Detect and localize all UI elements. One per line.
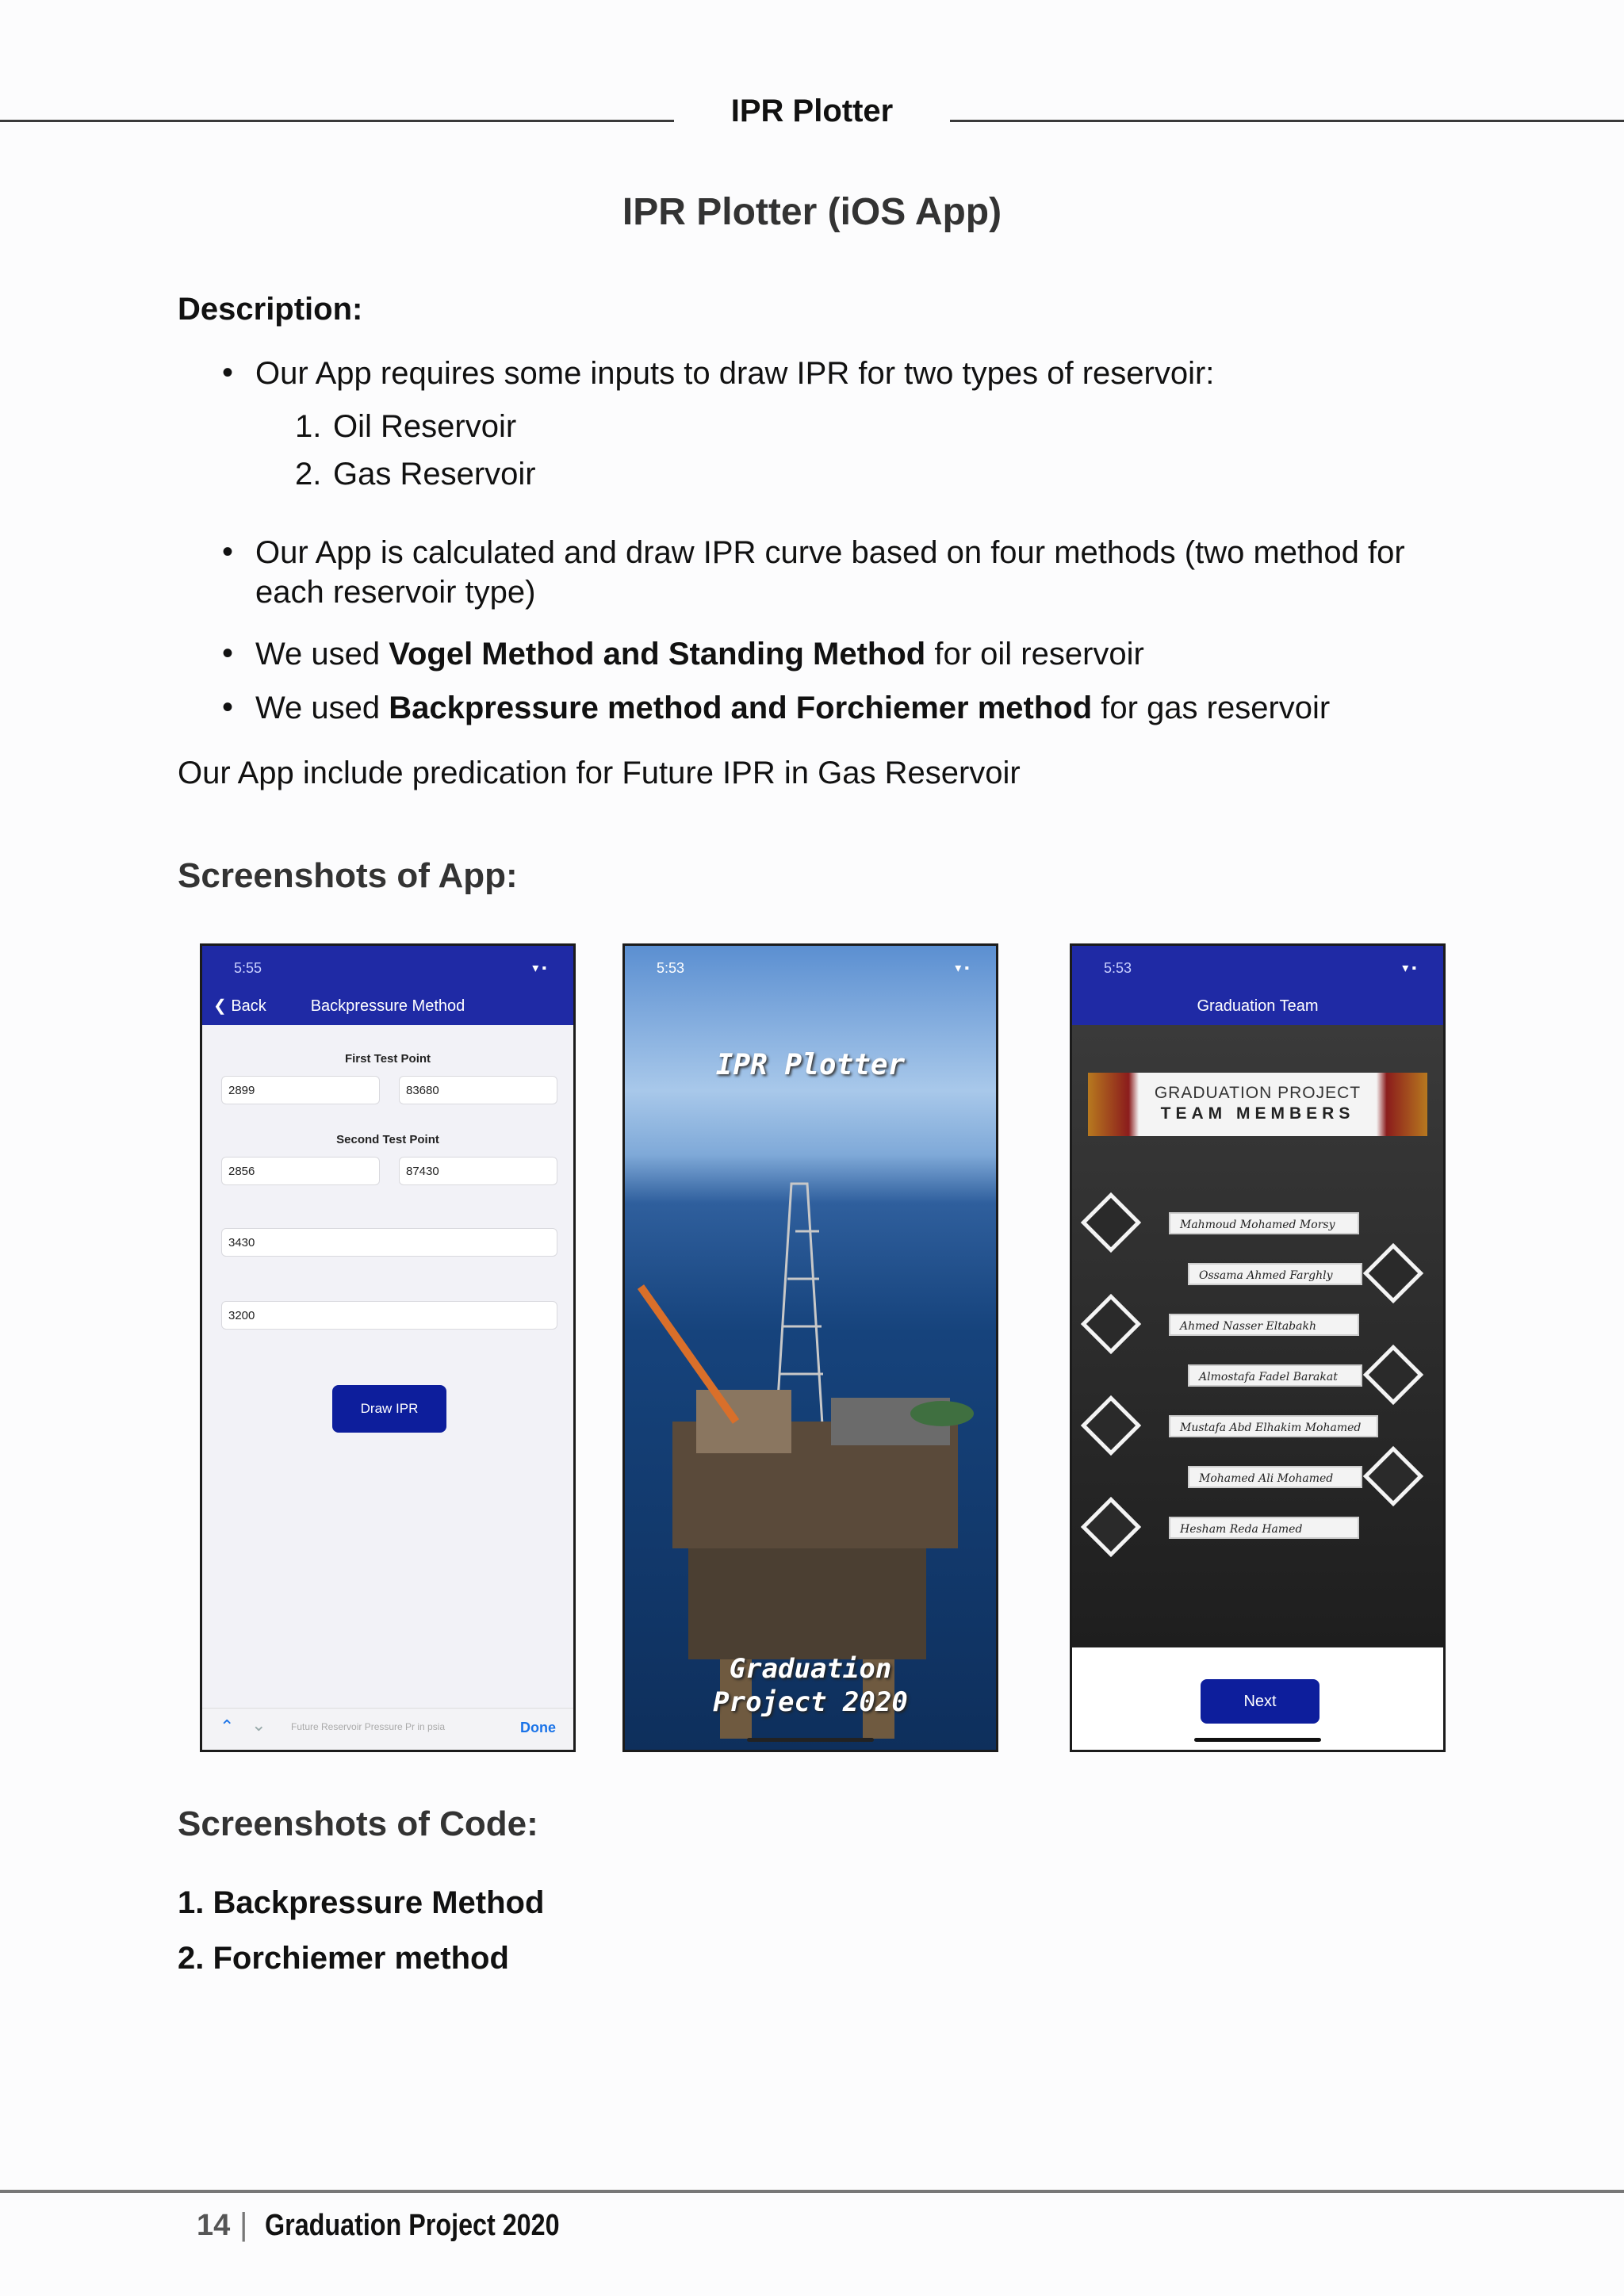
nav-title: Graduation Team: [1197, 997, 1319, 1015]
status-time: 5:53: [1104, 960, 1132, 976]
phone-screenshot-splash: [622, 943, 998, 1752]
first-test-point-label: First Test Point: [344, 1052, 431, 1066]
keyboard-placeholder: Future Reservoir Pressure Pr in psia: [291, 1721, 446, 1732]
reservoir-pressure-field[interactable]: 3430: [221, 1228, 557, 1257]
bullet-marker: •: [222, 355, 234, 390]
member-name: Almostafa Fadel Barakat: [1188, 1364, 1362, 1387]
description-heading: Description:: [178, 292, 363, 327]
bold-run: Vogel Method and Standing Method: [389, 637, 926, 672]
phone-screenshot-backpressure: [200, 943, 576, 1752]
splash-subtitle-line2: Project 2020: [713, 1686, 908, 1718]
second-q-field[interactable]: 87430: [399, 1157, 557, 1185]
banner-line1: GRADUATION PROJECT: [1154, 1084, 1362, 1102]
home-indicator: [1194, 1738, 1321, 1742]
list-item-gas: Gas Reservoir: [333, 457, 536, 492]
chevron-down-icon[interactable]: ⌃: [251, 1714, 266, 1734]
next-button[interactable]: Next: [1201, 1679, 1320, 1724]
text-run: We used: [255, 691, 389, 725]
bullet-marker: •: [222, 636, 234, 671]
splash-subtitle-line1: Graduation: [729, 1653, 892, 1685]
bullet-methods-line1: Our App is calculated and draw IPR curve based on four methods (two method for: [255, 535, 1405, 570]
first-pwf-field[interactable]: 2899: [221, 1076, 380, 1104]
chevron-up-icon[interactable]: ⌃: [220, 1716, 235, 1736]
list-number: 1.: [295, 409, 322, 444]
page-number: 14: [197, 2209, 231, 2242]
text-run: for oil reservoir: [925, 637, 1144, 672]
draw-ipr-button[interactable]: Draw IPR: [332, 1385, 446, 1433]
text-run: for gas reservoir: [1092, 691, 1331, 725]
second-pwf-field[interactable]: 2856: [221, 1157, 380, 1185]
banner-line2: TEAM MEMBERS: [1160, 1104, 1355, 1123]
bullet-gas-methods: [255, 688, 1330, 728]
header-title: IPR Plotter: [730, 94, 894, 128]
screenshots-app-heading: Screenshots of App:: [178, 856, 518, 895]
list-number: 2.: [295, 457, 322, 492]
future-pressure-field[interactable]: 3200: [221, 1301, 557, 1330]
first-q-field[interactable]: 83680: [399, 1076, 557, 1104]
screenshots-code-heading: Screenshots of Code:: [178, 1804, 538, 1843]
status-time: 5:53: [657, 960, 685, 976]
footer-text: Graduation Project 2020: [265, 2209, 560, 2242]
keyboard-toolbar: [202, 1708, 573, 1750]
bullet-marker: •: [222, 534, 234, 569]
list-item-oil: Oil Reservoir: [333, 409, 517, 444]
chevron-left-icon: ❮: [213, 997, 227, 1015]
page-title: IPR Plotter (iOS App): [622, 191, 1002, 233]
bullet-methods-line2: each reservoir type): [255, 575, 536, 610]
status-icons: ▾▪: [532, 962, 550, 975]
member-name: Ossama Ahmed Farghly: [1188, 1263, 1362, 1285]
bullet-oil-methods: [255, 634, 1144, 674]
footer-rule: [0, 2190, 1624, 2193]
footer-separator: |: [239, 2207, 248, 2242]
oil-rig-image: [625, 946, 998, 1752]
member-name: Hesham Reda Hamed: [1169, 1517, 1359, 1539]
future-ipr-note: Our App include predication for Future IPR in Gas Reservoir: [178, 756, 1021, 790]
bold-run: Backpressure method and Forchiemer method: [389, 691, 1093, 725]
code-item-backpressure: 1. Backpressure Method: [178, 1885, 545, 1920]
member-name: Ahmed Nasser Eltabakh: [1169, 1314, 1359, 1336]
status-icons: ▾▪: [1402, 962, 1419, 975]
second-test-point-label: Second Test Point: [336, 1133, 439, 1146]
status-icons: ▾▪: [955, 962, 972, 975]
bullet-inputs: Our App requires some inputs to draw IPR for two types of reservoir:: [255, 356, 1215, 391]
phone-screenshot-team: [1070, 943, 1446, 1752]
home-indicator: [747, 1738, 874, 1742]
status-time: 5:55: [234, 960, 262, 976]
header-rule-right: [950, 120, 1624, 122]
nav-title: Backpressure Method: [310, 997, 465, 1015]
member-name: Mohamed Ali Mohamed: [1188, 1466, 1362, 1488]
bullet-marker: •: [222, 690, 234, 725]
back-label: Back: [231, 997, 266, 1015]
splash-title: IPR Plotter: [715, 1049, 906, 1081]
member-name: Mustafa Abd Elhakim Mohamed: [1169, 1415, 1378, 1437]
text-run: We used: [255, 637, 389, 672]
code-item-forchiemer: 2. Forchiemer method: [178, 1941, 509, 1976]
done-button[interactable]: Done: [520, 1720, 556, 1735]
member-name: Mahmoud Mohamed Morsy: [1169, 1212, 1359, 1234]
